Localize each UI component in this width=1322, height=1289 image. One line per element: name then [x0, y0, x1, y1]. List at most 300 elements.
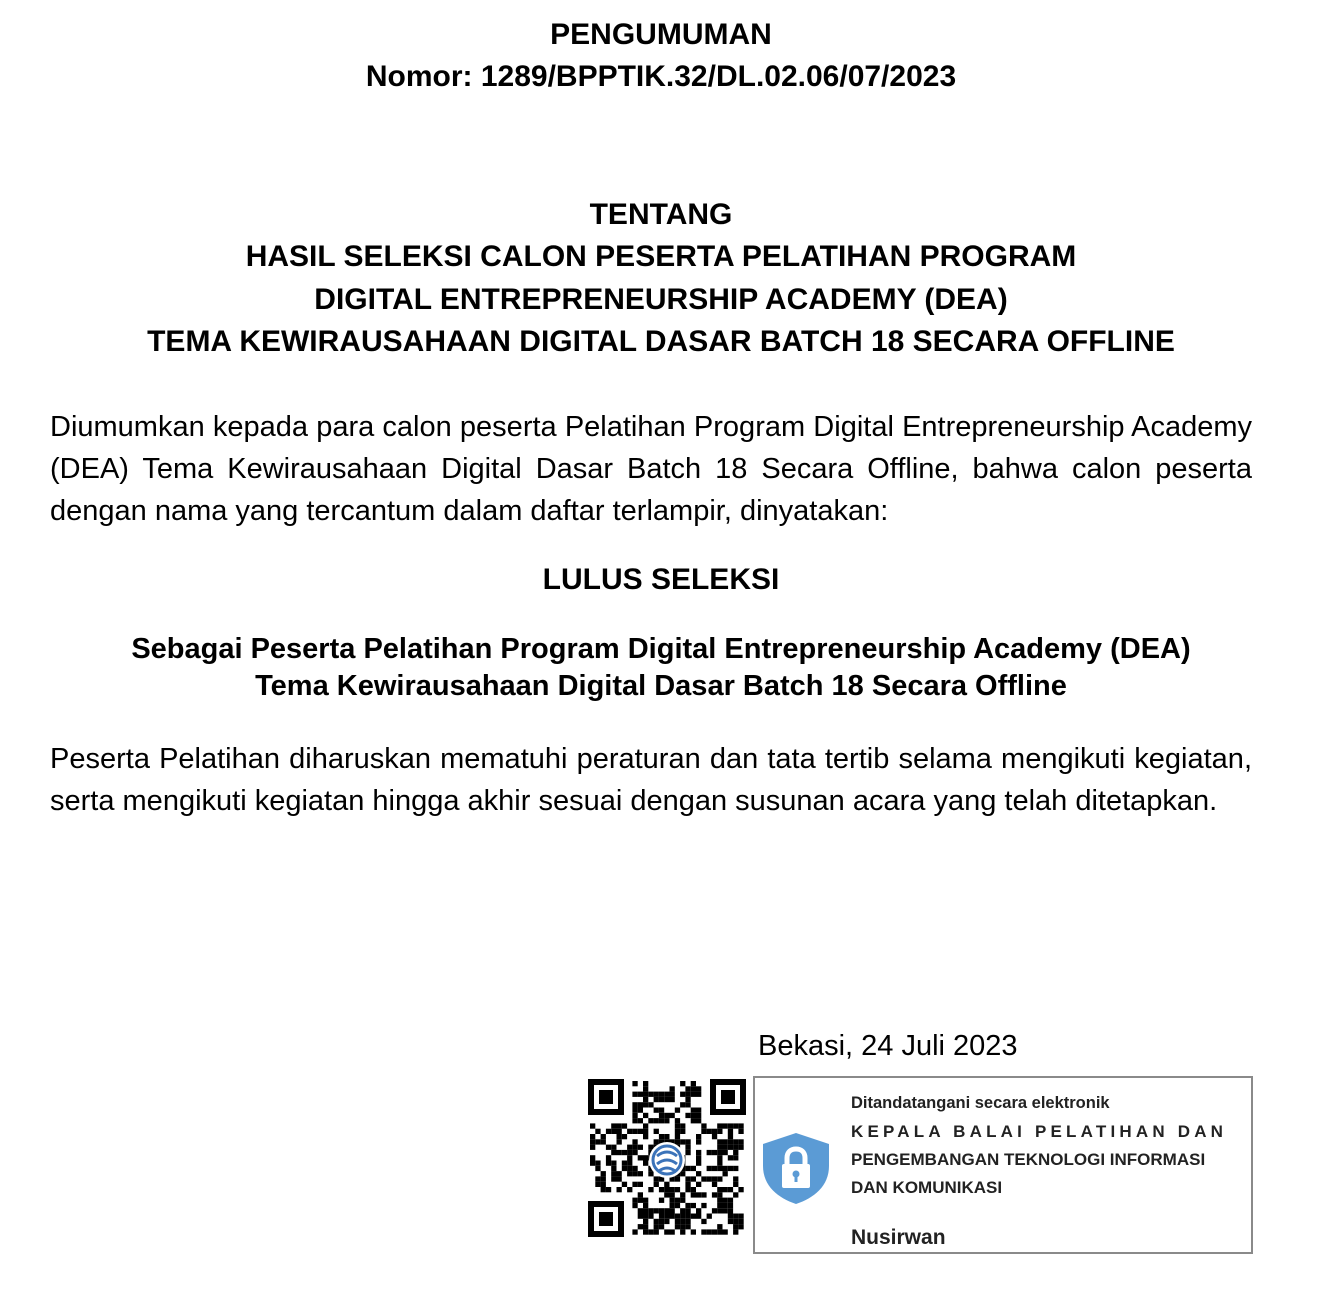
- qr-module: [595, 1182, 600, 1187]
- qr-module: [691, 1214, 696, 1219]
- qr-module: [728, 1166, 733, 1171]
- qr-module: [617, 1129, 622, 1134]
- qr-module: [691, 1229, 696, 1234]
- qr-module: [701, 1203, 706, 1208]
- qr-module: [685, 1203, 690, 1208]
- qr-module: [733, 1123, 738, 1128]
- qr-module: [717, 1166, 722, 1171]
- qr-module: [685, 1092, 690, 1097]
- qr-module: [659, 1134, 664, 1139]
- qr-module: [680, 1092, 685, 1097]
- qr-module: [648, 1187, 653, 1192]
- qr-module: [680, 1229, 685, 1234]
- qr-module: [617, 1150, 622, 1155]
- qr-module: [611, 1129, 616, 1134]
- qr-module: [680, 1219, 685, 1224]
- qr-module: [627, 1145, 632, 1150]
- qr-module: [691, 1081, 696, 1086]
- qr-module: [707, 1150, 712, 1155]
- qr-module: [712, 1192, 717, 1197]
- qr-module: [632, 1102, 637, 1107]
- qr-module: [680, 1123, 685, 1128]
- qr-module: [627, 1187, 632, 1192]
- qr-module: [733, 1192, 738, 1197]
- qr-module: [696, 1155, 701, 1160]
- qr-module: [675, 1198, 680, 1203]
- qr-module: [675, 1123, 680, 1128]
- qr-module: [728, 1208, 733, 1213]
- qr-module: [728, 1155, 733, 1160]
- qr-module: [707, 1214, 712, 1219]
- qr-module: [680, 1208, 685, 1213]
- qr-module: [638, 1092, 643, 1097]
- qr-module: [659, 1219, 664, 1224]
- qr-module: [680, 1081, 685, 1086]
- qr-module: [712, 1134, 717, 1139]
- qr-module: [675, 1219, 680, 1224]
- qr-module: [632, 1139, 637, 1144]
- qr-module: [638, 1108, 643, 1113]
- qr-module: [643, 1214, 648, 1219]
- qr-module: [685, 1102, 690, 1107]
- qr-module: [622, 1150, 627, 1155]
- qr-module: [643, 1092, 648, 1097]
- qr-module: [643, 1086, 648, 1091]
- qr-module: [611, 1161, 616, 1166]
- qr-module: [680, 1129, 685, 1134]
- qr-module: [670, 1203, 675, 1208]
- qr-module: [738, 1129, 743, 1134]
- qr-module: [728, 1203, 733, 1208]
- qr-module: [712, 1208, 717, 1213]
- qr-module: [648, 1102, 653, 1107]
- qr-module: [627, 1171, 632, 1176]
- qr-module: [643, 1081, 648, 1086]
- qr-module: [733, 1182, 738, 1187]
- qr-module: [738, 1214, 743, 1219]
- qr-module: [680, 1224, 685, 1229]
- qr-module: [627, 1150, 632, 1155]
- signer-position-line-3: DAN KOMUNIKASI: [851, 1178, 1003, 1197]
- signer-name: Nusirwan: [851, 1226, 946, 1249]
- qr-module: [707, 1166, 712, 1171]
- qr-module: [723, 1203, 728, 1208]
- qr-module: [712, 1166, 717, 1171]
- qr-module: [685, 1150, 690, 1155]
- qr-module: [685, 1176, 690, 1181]
- qr-module: [648, 1229, 653, 1234]
- role-line-1: Sebagai Peserta Pelatihan Program Digital Entrepreneurship Academy (DEA): [131, 633, 1191, 665]
- qr-module: [638, 1129, 643, 1134]
- qr-module: [707, 1176, 712, 1181]
- qr-module: [685, 1097, 690, 1102]
- qr-module: [643, 1198, 648, 1203]
- qr-module: [696, 1086, 701, 1091]
- qr-module: [643, 1229, 648, 1234]
- qr-module: [717, 1198, 722, 1203]
- qr-module: [738, 1219, 743, 1224]
- qr-module: [632, 1203, 637, 1208]
- qr-module: [606, 1145, 611, 1150]
- qr-module: [659, 1224, 664, 1229]
- qr-module: [643, 1219, 648, 1224]
- qr-module: [717, 1208, 722, 1213]
- qr-module: [717, 1123, 722, 1128]
- qr-module: [733, 1150, 738, 1155]
- qr-module: [654, 1118, 659, 1123]
- qr-module: [675, 1108, 680, 1113]
- qr-module: [611, 1166, 616, 1171]
- qr-module: [617, 1123, 622, 1128]
- qr-module: [670, 1198, 675, 1203]
- qr-module: [659, 1113, 664, 1118]
- qr-module: [696, 1118, 701, 1123]
- qr-module: [723, 1139, 728, 1144]
- qr-module: [664, 1214, 669, 1219]
- signature-caption: Ditandatangani secara elektronik: [851, 1094, 1110, 1112]
- qr-module: [617, 1171, 622, 1176]
- qr-module: [675, 1129, 680, 1134]
- qr-module: [691, 1086, 696, 1091]
- qr-module: [632, 1182, 637, 1187]
- qr-module: [659, 1097, 664, 1102]
- qr-module: [733, 1219, 738, 1224]
- qr-module: [664, 1097, 669, 1102]
- qr-module: [632, 1145, 637, 1150]
- qr-module: [595, 1166, 600, 1171]
- qr-module: [691, 1092, 696, 1097]
- qr-module: [696, 1108, 701, 1113]
- qr-module: [659, 1108, 664, 1113]
- qr-module: [712, 1176, 717, 1181]
- qr-module: [712, 1129, 717, 1134]
- qr-module: [632, 1118, 637, 1123]
- qr-module: [717, 1129, 722, 1134]
- electronic-signature-box: [753, 1076, 1253, 1254]
- qr-module: [670, 1229, 675, 1234]
- qr-module: [712, 1229, 717, 1234]
- qr-module: [638, 1171, 643, 1176]
- qr-module: [701, 1192, 706, 1197]
- qr-module: [601, 1134, 606, 1139]
- qr-module: [632, 1198, 637, 1203]
- qr-module: [659, 1092, 664, 1097]
- qr-module: [696, 1171, 701, 1176]
- qr-module: [685, 1139, 690, 1144]
- qr-module: [701, 1123, 706, 1128]
- qr-module: [696, 1161, 701, 1166]
- qr-module: [664, 1229, 669, 1234]
- qr-module: [622, 1161, 627, 1166]
- qr-module: [670, 1086, 675, 1091]
- qr-module: [638, 1145, 643, 1150]
- qr-module: [627, 1155, 632, 1160]
- qr-module: [643, 1129, 648, 1134]
- qr-module: [590, 1145, 595, 1150]
- qr-module: [632, 1129, 637, 1134]
- qr-module: [659, 1118, 664, 1123]
- qr-module: [595, 1161, 600, 1166]
- qr-module: [728, 1139, 733, 1144]
- qr-module: [648, 1092, 653, 1097]
- qr-module: [696, 1134, 701, 1139]
- qr-module: [733, 1176, 738, 1181]
- qr-module: [595, 1176, 600, 1181]
- qr-module: [654, 1182, 659, 1187]
- qr-module: [622, 1182, 627, 1187]
- qr-module: [728, 1134, 733, 1139]
- qr-module: [638, 1182, 643, 1187]
- qr-module: [664, 1134, 669, 1139]
- qr-module: [685, 1182, 690, 1187]
- qr-module: [606, 1161, 611, 1166]
- subject-line-2: DIGITAL ENTREPRENEURSHIP ACADEMY (DEA): [314, 283, 1008, 316]
- qr-module: [595, 1139, 600, 1144]
- qr-module: [675, 1224, 680, 1229]
- qr-module: [617, 1187, 622, 1192]
- qr-module: [654, 1219, 659, 1224]
- qr-module: [654, 1208, 659, 1213]
- qr-module: [654, 1139, 659, 1144]
- qr-module: [728, 1219, 733, 1224]
- qr-module: [601, 1182, 606, 1187]
- qr-module: [654, 1129, 659, 1134]
- qr-module: [701, 1129, 706, 1134]
- qr-module: [595, 1129, 600, 1134]
- qr-module: [691, 1187, 696, 1192]
- subject-label: TENTANG: [589, 198, 733, 231]
- qr-module: [723, 1208, 728, 1213]
- qr-module: [606, 1129, 611, 1134]
- qr-module: [601, 1176, 606, 1181]
- qr-module: [670, 1097, 675, 1102]
- qr-module: [632, 1108, 637, 1113]
- qr-module: [643, 1097, 648, 1102]
- qr-module: [617, 1134, 622, 1139]
- qr-module: [723, 1171, 728, 1176]
- signer-position-line-2: PENGEMBANGAN TEKNOLOGI INFORMASI: [851, 1150, 1206, 1169]
- qr-module: [632, 1113, 637, 1118]
- qr-module: [622, 1123, 627, 1128]
- qr-module: [654, 1176, 659, 1181]
- qr-module: [717, 1187, 722, 1192]
- qr-module: [638, 1118, 643, 1123]
- qr-module: [717, 1139, 722, 1144]
- qr-module: [622, 1134, 627, 1139]
- qr-module: [648, 1171, 653, 1176]
- qr-module: [723, 1150, 728, 1155]
- qr-module: [691, 1108, 696, 1113]
- qr-module: [675, 1187, 680, 1192]
- qr-module: [728, 1145, 733, 1150]
- qr-module: [717, 1150, 722, 1155]
- qr-module: [654, 1224, 659, 1229]
- qr-module: [691, 1113, 696, 1118]
- qr-module: [675, 1176, 680, 1181]
- qr-module: [701, 1176, 706, 1181]
- qr-module: [670, 1214, 675, 1219]
- qr-module: [638, 1224, 643, 1229]
- qr-module: [685, 1145, 690, 1150]
- qr-module: [638, 1155, 643, 1160]
- qr-module: [701, 1219, 706, 1224]
- qr-module: [733, 1166, 738, 1171]
- qr-module: [717, 1161, 722, 1166]
- qr-module: [664, 1208, 669, 1213]
- document-number: Nomor: 1289/BPPTIK.32/DL.02.06/07/2023: [365, 60, 957, 93]
- qr-module: [627, 1161, 632, 1166]
- intro-paragraph: Diumumkan kepada para calon peserta Pelatihan Program Digital Entrepreneurship Academy (DEA) Tema Kewirausahaan Digital Dasar Batch 18 Secara Offline, bahwa calon peserta dengan nama yang tercantum dalam daftar terlampir, dinyatakan:: [50, 411, 1252, 527]
- qr-module: [675, 1118, 680, 1123]
- qr-module: [733, 1139, 738, 1144]
- qr-module: [717, 1203, 722, 1208]
- qr-module: [664, 1113, 669, 1118]
- qr-module: [632, 1229, 637, 1234]
- qr-module: [643, 1113, 648, 1118]
- qr-module: [632, 1150, 637, 1155]
- qr-module: [696, 1139, 701, 1144]
- qr-module: [670, 1192, 675, 1197]
- qr-module: [685, 1208, 690, 1213]
- qr-module: [733, 1155, 738, 1160]
- qr-module: [728, 1129, 733, 1134]
- qr-module: [717, 1155, 722, 1160]
- qr-module: [659, 1187, 664, 1192]
- qr-module: [717, 1229, 722, 1234]
- qr-module: [638, 1208, 643, 1213]
- qr-module: [723, 1198, 728, 1203]
- qr-module: [680, 1198, 685, 1203]
- qr-module: [654, 1108, 659, 1113]
- qr-module: [717, 1192, 722, 1197]
- qr-module: [670, 1092, 675, 1097]
- role-line-2: Tema Kewirausahaan Digital Dasar Batch 18 Secara Offline: [255, 670, 1067, 702]
- qr-module: [638, 1214, 643, 1219]
- qr-module: [738, 1187, 743, 1192]
- qr-module: [643, 1161, 648, 1166]
- qr-module: [643, 1224, 648, 1229]
- qr-module: [723, 1145, 728, 1150]
- qr-module: [685, 1219, 690, 1224]
- qr-module: [632, 1171, 637, 1176]
- closing-paragraph: Peserta Pelatihan diharuskan mematuhi peraturan dan tata tertib selama mengikuti kegiatan, serta mengikuti kegiatan hingga akhir sesuai dengan susunan acara yang telah ditetapkan.: [50, 743, 1252, 817]
- qr-module: [701, 1229, 706, 1234]
- qr-module: [733, 1214, 738, 1219]
- qr-module: [707, 1129, 712, 1134]
- qr-module: [738, 1224, 743, 1229]
- qr-module: [643, 1155, 648, 1160]
- qr-module: [691, 1166, 696, 1171]
- qr-module: [696, 1150, 701, 1155]
- qr-module: [617, 1176, 622, 1181]
- qr-module: [632, 1092, 637, 1097]
- qr-module: [738, 1145, 743, 1150]
- qr-module: [670, 1208, 675, 1213]
- qr-module: [611, 1171, 616, 1176]
- qr-module: [659, 1208, 664, 1213]
- qr-module: [643, 1203, 648, 1208]
- qr-module: [664, 1118, 669, 1123]
- qr-module: [728, 1214, 733, 1219]
- qr-module: [664, 1187, 669, 1192]
- qr-module: [691, 1176, 696, 1181]
- qr-module: [707, 1229, 712, 1234]
- result-heading: LULUS SELEKSI: [542, 563, 780, 596]
- signer-position-line-1: KEPALA BALAI PELATIHAN DAN: [851, 1122, 1228, 1141]
- qr-module: [685, 1086, 690, 1091]
- qr-module: [696, 1192, 701, 1197]
- qr-module: [627, 1129, 632, 1134]
- qr-module: [601, 1187, 606, 1192]
- qr-module: [590, 1161, 595, 1166]
- qr-module: [696, 1092, 701, 1097]
- subject-line-3: TEMA KEWIRAUSAHAAN DIGITAL DASAR BATCH 18 SECARA OFFLINE: [147, 325, 1175, 358]
- qr-module: [670, 1113, 675, 1118]
- qr-module: [680, 1171, 685, 1176]
- qr-module: [723, 1166, 728, 1171]
- place-date: Bekasi, 24 Juli 2023: [758, 1030, 1018, 1062]
- qr-code-icon: [587, 1078, 747, 1238]
- qr-module: [664, 1092, 669, 1097]
- qr-module: [648, 1214, 653, 1219]
- qr-module: [728, 1198, 733, 1203]
- qr-module: [723, 1187, 728, 1192]
- qr-module: [606, 1155, 611, 1160]
- qr-module: [611, 1150, 616, 1155]
- qr-module: [664, 1219, 669, 1224]
- qr-module: [590, 1134, 595, 1139]
- qr-module: [675, 1134, 680, 1139]
- qr-module: [717, 1145, 722, 1150]
- qr-module: [590, 1123, 595, 1128]
- qr-module: [611, 1145, 616, 1150]
- qr-module: [685, 1166, 690, 1171]
- qr-module: [664, 1182, 669, 1187]
- qr-module: [643, 1208, 648, 1213]
- qr-module: [738, 1123, 743, 1128]
- qr-module: [685, 1187, 690, 1192]
- qr-module: [733, 1145, 738, 1150]
- subject-line-1: HASIL SELEKSI CALON PESERTA PELATIHAN PROGRAM: [245, 240, 1077, 273]
- qr-module: [670, 1187, 675, 1192]
- qr-module: [654, 1229, 659, 1234]
- qr-module: [685, 1214, 690, 1219]
- qr-module: [648, 1208, 653, 1213]
- qr-module: [712, 1150, 717, 1155]
- qr-module: [680, 1192, 685, 1197]
- qr-module: [723, 1123, 728, 1128]
- qr-module: [648, 1118, 653, 1123]
- qr-module: [717, 1176, 722, 1181]
- qr-module: [664, 1192, 669, 1197]
- qr-module: [617, 1139, 622, 1144]
- qr-module: [622, 1166, 627, 1171]
- qr-module: [643, 1123, 648, 1128]
- document-title: PENGUMUMAN: [550, 18, 772, 51]
- qr-module: [696, 1113, 701, 1118]
- qr-module: [680, 1139, 685, 1144]
- qr-module: [696, 1214, 701, 1219]
- qr-module: [696, 1182, 701, 1187]
- qr-module: [675, 1214, 680, 1219]
- qr-module: [685, 1224, 690, 1229]
- qr-module: [654, 1097, 659, 1102]
- qr-module: [691, 1203, 696, 1208]
- qr-module: [606, 1187, 611, 1192]
- qr-module: [632, 1081, 637, 1086]
- qr-module: [643, 1102, 648, 1107]
- qr-module: [638, 1192, 643, 1197]
